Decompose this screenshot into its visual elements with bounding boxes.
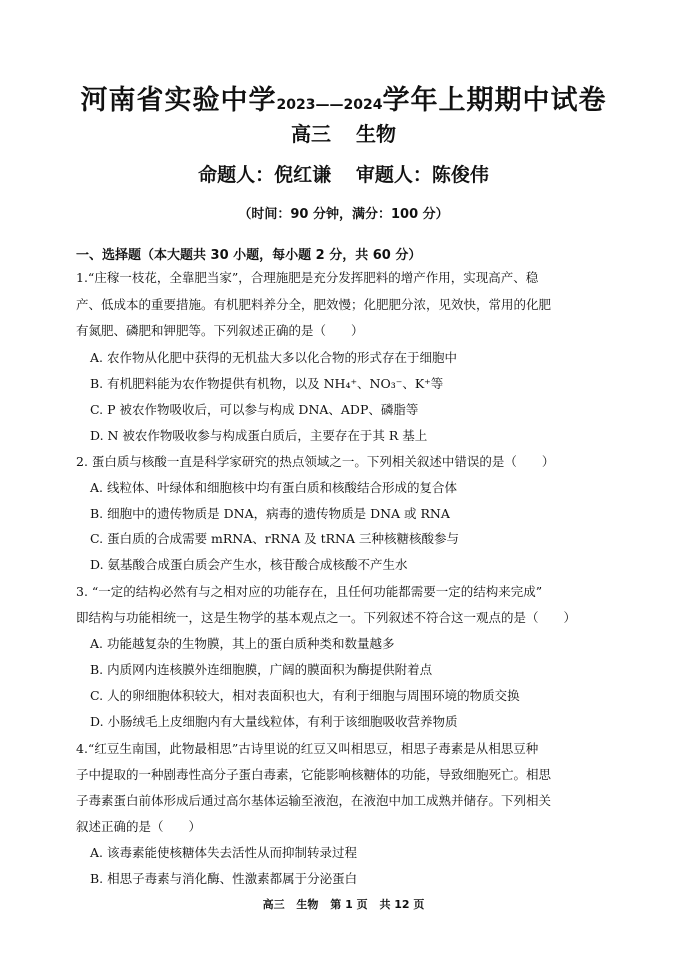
answer-option: D. 小肠绒毛上皮细胞内有大量线粒体，有利于该细胞吸收营养物质 bbox=[90, 714, 458, 729]
title-term: 学年上期期中试卷 bbox=[382, 85, 607, 116]
question-line: 3. “一定的结构必然有与之相对应的功能存在，且任何功能都需要一定的结构来完成” bbox=[76, 584, 543, 599]
answer-option: B. 相思子毒素与消化酶、性激素都属于分泌蛋白 bbox=[90, 871, 358, 886]
exam-title bbox=[0, 78, 687, 117]
reviewer-label: 审题人：陈俊伟 bbox=[355, 164, 489, 186]
time-info: （时间：90 分钟，满分：100 分） bbox=[238, 207, 449, 222]
title-year: 2023——2024 bbox=[276, 97, 383, 113]
answer-option: C. 蛋白质的合成需要 mRNA、rRNA 及 tRNA 三种核糖核酸参与 bbox=[90, 531, 459, 546]
answer-option: A. 该毒素能使核糖体失去活性从而抑制转录过程 bbox=[90, 845, 357, 860]
answer-option: C. 人的卵细胞体积较大，相对表面积也大，有利于细胞与周围环境的物质交换 bbox=[90, 688, 520, 703]
question-line: 子毒素蛋白前体形成后通过高尔基体运输至液泡，在液泡中加工成熟并储存。下列相关 bbox=[76, 793, 552, 808]
answer-option: D. N 被农作物吸收参与构成蛋白质后，主要存在于其 R 基上 bbox=[90, 428, 428, 443]
question-line: 4.“红豆生南国，此物最相思”古诗里说的红豆又叫相思豆，相思子毒素是从相思豆种 bbox=[76, 741, 539, 756]
exam-subtitle bbox=[0, 118, 687, 147]
question-line: 叙述正确的是（ ） bbox=[76, 819, 202, 834]
page-footer bbox=[0, 896, 687, 912]
question-line: 2. 蛋白质与核酸一直是科学家研究的热点领域之一。下列相关叙述中错误的是（ ） bbox=[76, 454, 555, 469]
question-line: 有氮肥、磷肥和钾肥等。下列叙述正确的是（ ） bbox=[76, 323, 364, 338]
footer-subject: 生物 bbox=[296, 898, 319, 911]
answer-option: D. 氨基酸合成蛋白质会产生水，核苷酸合成核酸不产生水 bbox=[90, 557, 408, 572]
answer-option: A. 功能越复杂的生物膜，其上的蛋白质种类和数量越多 bbox=[90, 636, 395, 651]
answer-option: B. 有机肥料能为农作物提供有机物，以及 NH₄⁺、NO₃⁻、K⁺等 bbox=[90, 376, 444, 391]
question-line: 产、低成本的重要措施。有机肥料养分全，肥效慢；化肥肥分浓，见效快，常用的化肥 bbox=[76, 297, 552, 312]
subject-label: 生物 bbox=[355, 122, 396, 146]
question-line: 子中提取的一种剧毒性高分子蛋白毒素，它能影响核糖体的功能，导致细胞死亡。相思 bbox=[76, 767, 552, 782]
question-line: 即结构与功能相统一，这是生物学的基本观点之一。下列叙述不符合这一观点的是（ ） bbox=[76, 610, 577, 625]
footer-grade: 高三 bbox=[262, 898, 285, 911]
question-line: 1.“庄稼一枝花，全靠肥当家”，合理施肥是充分发挥肥料的增产作用，实现高产、稳 bbox=[76, 270, 539, 285]
footer-page-total: 共 12 页 bbox=[379, 898, 425, 911]
answer-option: B. 内质网内连核膜外连细胞膜，广阔的膜面积为酶提供附着点 bbox=[90, 662, 433, 677]
answer-option: A. 线粒体、叶绿体和细胞核中均有蛋白质和核酸结合形成的复合体 bbox=[90, 480, 457, 495]
exam-authors bbox=[0, 160, 687, 187]
grade-label: 高三 bbox=[291, 122, 332, 146]
answer-option: B. 细胞中的遗传物质是 DNA，病毒的遗传物质是 DNA 或 RNA bbox=[90, 506, 450, 521]
footer-page-number: 第 1 页 bbox=[330, 898, 368, 911]
answer-option: C. P 被农作物吸收后，可以参与构成 DNA、ADP、磷脂等 bbox=[90, 402, 419, 417]
section-heading: 一、选择题（本大题共 30 小题，每小题 2 分，共 60 分） bbox=[76, 248, 422, 263]
setter-label: 命题人：倪红谦 bbox=[198, 164, 332, 186]
title-school: 河南省实验中学 bbox=[80, 85, 277, 116]
answer-option: A. 农作物从化肥中获得的无机盐大多以化合物的形式存在于细胞中 bbox=[90, 350, 457, 365]
